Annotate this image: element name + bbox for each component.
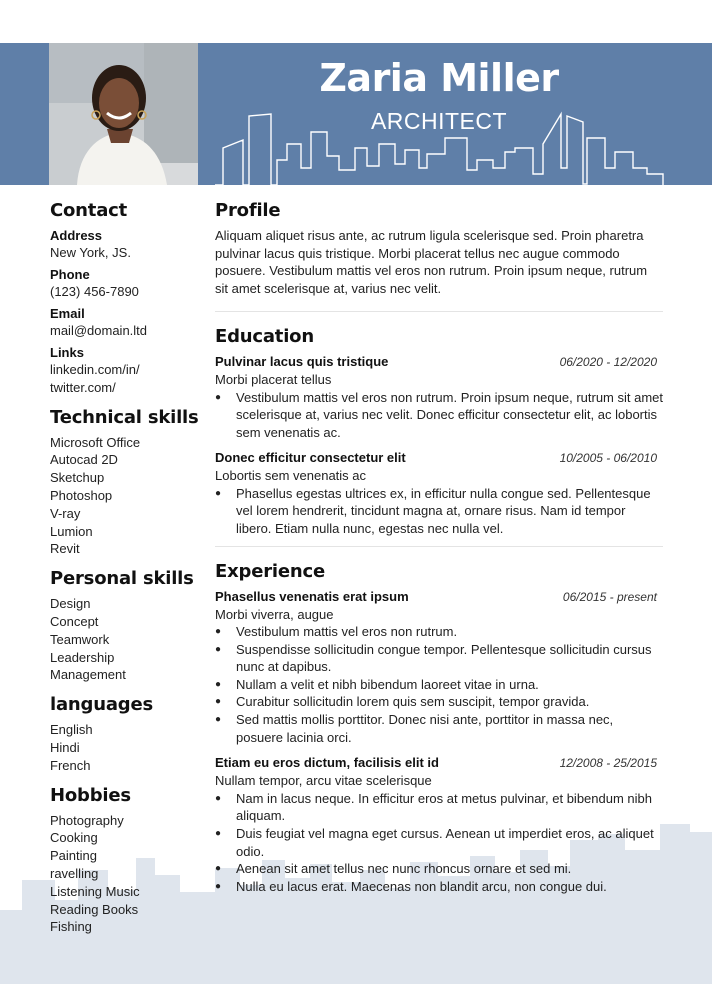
contact-section xyxy=(50,200,210,397)
languages-heading: languages xyxy=(50,694,153,716)
hobby-item: Photography xyxy=(50,812,124,828)
profile-heading: Profile xyxy=(215,200,281,221)
entry-title: Etiam eu eros dictum, facilisis elit id xyxy=(215,755,439,771)
technical-skill-item: Autocad 2D xyxy=(50,452,118,468)
entry-date: 10/2005 - 06/2010 xyxy=(559,451,657,466)
section-divider xyxy=(215,311,663,312)
profile-text: Aliquam aliquet risus ante, ac rutrum ligula scelerisque sed. Proin pharetra pulvinar lacus quis tristique. Morbi placerat tellus nec augue commodo posuere. Vestibulum mattis vel eros non rutrum. Proin ipsum neque, rutrum sit amet scelerisque at, varius nec velit. xyxy=(215,228,648,296)
section-divider xyxy=(215,546,663,547)
technical-skill-item: Photoshop xyxy=(50,487,113,503)
personal-skills-section xyxy=(50,568,210,684)
bullet-item: ● Nulla eu lacus erat. Maecenas non blandit arcu, non congue dui. xyxy=(215,878,663,896)
profile-section xyxy=(215,200,663,297)
contact-heading: Contact xyxy=(50,200,128,221)
main-column xyxy=(215,200,663,903)
hobby-item: Painting xyxy=(50,848,97,864)
education-entry xyxy=(215,449,663,537)
education-heading: Education xyxy=(215,326,314,347)
bullet-item: ● Nullam a velit et nibh bibendum laoreet vitae in urna. xyxy=(215,676,663,694)
bullet-item: ● Aenean sit amet tellus nec nunc rhoncus ornare et sed mi. xyxy=(215,860,663,878)
personal-skills-heading: Personal skills xyxy=(50,568,194,590)
email-value[interactable]: mail@domain.ltd xyxy=(50,323,148,338)
hobby-item: Fishing xyxy=(50,919,92,935)
education-entry xyxy=(215,353,663,441)
education-section xyxy=(215,326,663,538)
experience-entry xyxy=(215,588,663,747)
hobbies-heading: Hobbies xyxy=(50,784,131,806)
technical-skill-item: Microsoft Office xyxy=(50,434,141,450)
bullet-item: ● Vestibulum mattis vel eros non rutrum. Proin ipsum neque, rutrum sit amet scelerisque at, varius nec velit. Donec efficitur consectetur elit, ac lobortis sem venenatis ac. xyxy=(215,389,663,442)
bullet-item: ● Curabitur sollicitudin lorem quis sem suscipit, tempor gravida. xyxy=(215,693,663,711)
entry-subtitle: Lobortis sem venenatis ac xyxy=(215,468,367,484)
technical-skills-heading: Technical skills xyxy=(50,406,199,428)
technical-skill-item: V-ray xyxy=(50,505,81,521)
bullet-item: ● Duis feugiat vel magna eget cursus. Aenean ut imperdiet eros, ac aliquet odio. xyxy=(215,825,663,860)
entry-subtitle: Morbi viverra, augue xyxy=(215,606,334,622)
link-twitter[interactable]: twitter.com/ xyxy=(50,379,116,395)
links-label: Links xyxy=(50,345,84,360)
experience-entry xyxy=(215,754,663,895)
bullet-item: ● Phasellus egestas ultrices ex, in efficitur nulla congue sed. Pellentesque vel lorem hendrerit, tincidunt magna at, ornare risus. Nam id tempor libero. Etiam nulla nunc, egestas nec nulla vel. xyxy=(215,485,663,538)
profile-photo xyxy=(49,43,198,185)
hobby-item: Cooking xyxy=(50,830,98,846)
language-item: French xyxy=(50,757,91,773)
personal-skill-item: Design xyxy=(50,596,91,612)
experience-heading: Experience xyxy=(215,560,325,582)
technical-skills-section xyxy=(50,407,210,559)
entry-subtitle: Nullam tempor, arcu vitae scelerisque xyxy=(215,773,432,789)
hobby-item: Listening Music xyxy=(50,883,140,899)
entry-date: 12/2008 - 25/2015 xyxy=(559,756,657,771)
hobby-item: Reading Books xyxy=(50,901,139,917)
entry-title: Pulvinar lacus quis tristique xyxy=(215,354,389,369)
candidate-role: ARCHITECT xyxy=(370,108,508,134)
personal-skill-item: Management xyxy=(50,667,126,683)
personal-skill-item: Teamwork xyxy=(50,631,110,647)
bullet-item: ● Sed mattis mollis porttitor. Donec nisi ante, porttitor in massa nec, posuere lacinia orci. xyxy=(215,711,663,746)
entry-date: 06/2015 - present xyxy=(562,589,657,604)
technical-skill-item: Sketchup xyxy=(50,470,105,486)
bullet-item: ● Suspendisse sollicitudin congue tempor. Pellentesque sollicitudin cursus nunc at dapibus. xyxy=(215,641,663,676)
sidebar-column xyxy=(50,200,210,946)
language-item: English xyxy=(50,722,93,738)
entry-title: Phasellus venenatis erat ipsum xyxy=(215,588,409,604)
hobby-item: ravelling xyxy=(50,865,99,881)
language-item: Hindi xyxy=(50,739,80,755)
address-label: Address xyxy=(50,228,103,243)
entry-subtitle: Morbi placerat tellus xyxy=(215,372,332,387)
personal-skill-item: Concept xyxy=(50,613,99,629)
languages-section xyxy=(50,694,210,774)
entry-date: 06/2020 - 12/2020 xyxy=(559,355,657,369)
address-value: New York, JS. xyxy=(50,245,131,260)
technical-skill-item: Revit xyxy=(50,541,80,557)
entry-title: Donec efficitur consectetur elit xyxy=(215,450,406,466)
experience-section xyxy=(215,561,663,896)
technical-skill-item: Lumion xyxy=(50,523,93,539)
hobbies-section xyxy=(50,785,210,937)
bullet-item: ● Nam in lacus neque. In efficitur eros at metus pulvinar, et bibendum nibh aliquam. xyxy=(215,790,663,825)
phone-label: Phone xyxy=(50,267,90,282)
phone-value: (123) 456-7890 xyxy=(50,284,139,299)
email-label: Email xyxy=(50,306,85,321)
link-linkedin[interactable]: linkedin.com/in/ xyxy=(50,362,140,377)
candidate-name: Zaria Miller xyxy=(319,56,559,100)
bullet-item: ● Vestibulum mattis vel eros non rutrum. xyxy=(215,623,663,641)
personal-skill-item: Leadership xyxy=(50,649,115,665)
